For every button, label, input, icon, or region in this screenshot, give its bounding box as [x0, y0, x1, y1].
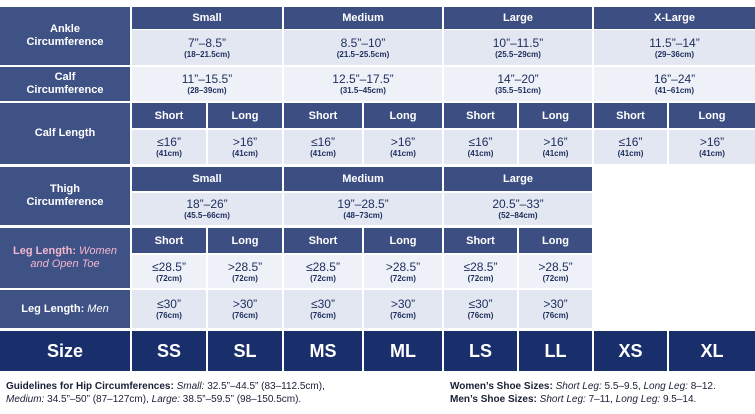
calf-len-value-in: >16” — [699, 135, 725, 149]
long-label: Long — [231, 109, 259, 122]
ankle-xlarge-in: 11.5”–14” — [649, 35, 700, 50]
thigh-header-large — [444, 167, 592, 191]
men-value-in: ≤30” — [157, 297, 181, 311]
row-label-thigh — [0, 167, 130, 225]
leg-small-long-header — [208, 228, 282, 253]
hip-small-label: Small: — [176, 381, 205, 392]
short-label: Short — [466, 234, 495, 247]
calf-large-in: 14”–20” — [497, 72, 539, 86]
long-label: Long — [389, 234, 417, 247]
hip-small-value: 32.5”–44.5” (83–112.5cm), — [207, 381, 325, 392]
women-value-in: ≤28.5” — [306, 259, 340, 274]
calf-xlarge — [594, 67, 755, 101]
thigh-small — [132, 193, 282, 225]
men-large-short — [444, 290, 517, 328]
short-label: Short — [308, 109, 338, 122]
calf-len-value-cm: (41cm) — [617, 149, 644, 158]
women-label: Women — [79, 245, 117, 257]
women-shoe-title: Women’s Shoe Sizes: — [450, 381, 553, 392]
men-large-long — [519, 290, 592, 328]
size-code-xs — [594, 331, 667, 371]
men-shoe-short-label: Short Leg: — [539, 394, 586, 405]
size-bar-divider — [517, 331, 519, 371]
size-bar-label — [0, 331, 130, 371]
men-shoe-sizes — [450, 393, 750, 406]
col-header-large — [444, 7, 592, 29]
row-label-ankle — [0, 7, 130, 65]
women-value-in: ≤28.5” — [152, 259, 186, 274]
calf-len-value-cm: (41cm) — [699, 149, 725, 158]
calf-len-value-cm: (41cm) — [232, 149, 258, 158]
leg-length-men-label: Leg Length: — [21, 302, 85, 315]
shoe-sizes — [450, 380, 750, 406]
leg-length-label: Leg Length: — [13, 245, 76, 257]
women-value-cm: (72cm) — [542, 273, 569, 283]
size-bar-divider — [282, 331, 284, 371]
calf-len-xlarge-long-header — [669, 103, 755, 128]
col-header-small — [132, 7, 282, 29]
women-value-cm: (72cm) — [232, 273, 258, 283]
size-bar-divider — [667, 331, 669, 371]
ankle-large — [444, 30, 592, 65]
ankle-large-in: 10”–11.5” — [492, 35, 544, 50]
size-code-ll — [519, 331, 592, 371]
women-value-in: >28.5” — [385, 259, 421, 274]
women-value-in: >28.5” — [227, 259, 263, 274]
col-header-xlarge-text: X-Large — [654, 12, 695, 24]
men-shoe-long-value: 9.5–14. — [662, 394, 697, 405]
women-small-short — [132, 255, 206, 288]
women-small-long — [208, 255, 282, 288]
thigh-header-medium-text: Medium — [342, 173, 384, 185]
women-shoe-short-value: 5.5–9.5, — [604, 381, 641, 392]
ankle-xlarge-cm: (29–36cm) — [654, 49, 695, 59]
size-bar-divider — [130, 331, 132, 371]
women-large-long — [519, 255, 592, 288]
men-value-cm: (76cm) — [232, 311, 258, 320]
men-small-short — [132, 290, 206, 328]
calf-len-medium-short-header — [284, 103, 362, 128]
women-value-cm: (72cm) — [467, 273, 494, 283]
men-value-in: >30” — [543, 297, 568, 311]
hip-medium-value: 34.5”–50” (87–127cm), — [47, 394, 149, 405]
calf-len-value-cm: (41cm) — [542, 149, 569, 158]
hip-title: Guidelines for Hip Circumferences: — [6, 381, 174, 392]
thigh-large — [444, 193, 592, 225]
row-label-leg-length-women — [0, 228, 130, 288]
size-code-xl — [669, 331, 755, 371]
women-value-cm: (72cm) — [310, 273, 336, 283]
men-value-cm: (76cm) — [156, 311, 182, 320]
calf-len-value-cm: (41cm) — [156, 149, 182, 158]
leg-medium-long-header — [364, 228, 442, 253]
calf-large-cm: (35.5–51cm) — [495, 86, 541, 95]
calf-len-medium-long — [364, 130, 442, 164]
size-code-text: SL — [233, 340, 257, 361]
thigh-header-small-text: Small — [192, 173, 222, 185]
leg-medium-short-header — [284, 228, 362, 253]
women-value-cm: (72cm) — [390, 273, 416, 283]
size-code-text: LS — [468, 340, 492, 361]
long-label: Long — [389, 109, 417, 122]
size-code-sl — [208, 331, 282, 371]
men-medium-long — [364, 290, 442, 328]
size-code-ls — [444, 331, 517, 371]
row-label-ankle-line2: Circumference — [26, 36, 104, 48]
row-label-thigh-line2: Circumference — [26, 196, 104, 208]
long-label: Long — [231, 234, 259, 247]
calf-small-in: 11”–15.5” — [181, 72, 233, 86]
row-label-leg-length-men — [0, 290, 130, 328]
thigh-header-medium — [284, 167, 442, 191]
row-label-leg-length-women-line1 — [13, 245, 117, 258]
size-code-text: MS — [309, 340, 337, 361]
calf-len-value-in: ≤16” — [157, 135, 181, 149]
calf-len-value-in: ≤16” — [311, 135, 335, 149]
calf-len-value-in: >16” — [232, 135, 258, 149]
size-bar-divider — [206, 331, 208, 371]
size-code-ss — [132, 331, 206, 371]
women-medium-short — [284, 255, 362, 288]
calf-medium — [284, 67, 442, 101]
ankle-small — [132, 30, 282, 65]
men-value-in: ≤30” — [468, 297, 493, 311]
calf-len-small-long — [208, 130, 282, 164]
size-code-text: XL — [700, 340, 724, 361]
thigh-header-large-text: Large — [503, 173, 533, 185]
women-shoe-sizes — [450, 380, 750, 393]
ankle-large-cm: (25.5–29cm) — [495, 49, 541, 59]
thigh-small-cm: (45.5–66cm) — [184, 211, 230, 220]
col-header-large-text: Large — [503, 12, 533, 24]
thigh-small-in: 18”–26” — [186, 197, 228, 211]
calf-len-value-cm: (41cm) — [467, 149, 494, 158]
leg-large-long-header — [519, 228, 592, 253]
thigh-medium-in: 19”–28.5” — [337, 197, 389, 211]
ankle-xlarge — [594, 30, 755, 65]
calf-len-medium-long-header — [364, 103, 442, 128]
row-label-thigh-line1: Thigh — [50, 183, 80, 195]
calf-len-value-cm: (41cm) — [310, 149, 336, 158]
calf-xlarge-cm: (41–61cm) — [654, 86, 695, 95]
hip-guidelines-line1 — [6, 380, 406, 393]
calf-len-medium-short — [284, 130, 362, 164]
row-label-calf-length-text: Calf Length — [34, 127, 96, 139]
calf-len-value-in: >16” — [543, 135, 568, 149]
hip-large-value: 38.5”–59.5” (98–150.5cm). — [182, 394, 302, 405]
short-label: Short — [308, 234, 338, 247]
thigh-large-in: 20.5”–33” — [492, 197, 544, 211]
ankle-medium-in: 8.5”–10” — [340, 35, 386, 50]
men-value-in: ≤30” — [311, 297, 335, 311]
calf-len-large-long — [519, 130, 592, 164]
row-label-leg-length-men-line — [21, 303, 108, 316]
size-label: Size — [46, 340, 84, 361]
women-shoe-long-label: Long Leg: — [643, 381, 688, 392]
men-value-in: >30” — [390, 297, 416, 311]
size-code-text: SS — [156, 340, 181, 361]
calf-len-xlarge-short — [594, 130, 667, 164]
calf-len-value-in: ≤16” — [618, 135, 643, 149]
size-code-ml — [364, 331, 442, 371]
hip-medium-label: Medium: — [6, 394, 45, 405]
men-value-cm: (76cm) — [467, 311, 494, 320]
long-label: Long — [542, 234, 569, 247]
size-code-ms — [284, 331, 362, 371]
men-value-in: >30” — [232, 297, 258, 311]
long-label: Long — [698, 109, 726, 122]
thigh-header-small — [132, 167, 282, 191]
row-label-calf-line2: Circumference — [26, 84, 104, 96]
col-header-medium — [284, 7, 442, 29]
calf-len-xlarge-short-header — [594, 103, 667, 128]
leg-small-short-header — [132, 228, 206, 253]
men-shoe-title: Men’s Shoe Sizes: — [450, 394, 537, 405]
short-label: Short — [154, 109, 184, 122]
women-value-in: >28.5” — [538, 259, 573, 274]
short-label: Short — [154, 234, 184, 247]
size-bar-divider — [592, 331, 594, 371]
men-value-cm: (76cm) — [390, 311, 416, 320]
calf-small — [132, 67, 282, 101]
women-medium-long — [364, 255, 442, 288]
calf-len-value-in: >16” — [390, 135, 416, 149]
size-code-text: ML — [390, 340, 416, 361]
calf-len-small-short-header — [132, 103, 206, 128]
calf-large — [444, 67, 592, 101]
calf-len-large-long-header — [519, 103, 592, 128]
calf-medium-in: 12.5”–17.5” — [332, 72, 394, 86]
thigh-medium — [284, 193, 442, 225]
ankle-medium-cm: (21.5–25.5cm) — [336, 49, 390, 59]
men-shoe-short-value: 7–11, — [588, 394, 613, 405]
row-label-ankle-line1: Ankle — [50, 23, 80, 35]
size-bar-divider — [442, 331, 444, 371]
men-small-long — [208, 290, 282, 328]
open-toe-label: and Open Toe — [30, 258, 100, 270]
col-header-xlarge — [594, 7, 755, 29]
ankle-small-cm: (18–21.5cm) — [184, 49, 230, 59]
calf-len-value-in: ≤16” — [468, 135, 493, 149]
leg-large-short-header — [444, 228, 517, 253]
men-value-cm: (76cm) — [542, 311, 569, 320]
row-label-calf-line1: Calf — [54, 71, 76, 83]
men-medium-short — [284, 290, 362, 328]
calf-medium-cm: (31.5–45cm) — [340, 86, 386, 95]
women-shoe-long-value: 8–12. — [690, 381, 716, 392]
row-label-calf — [0, 67, 130, 101]
size-bar-divider — [362, 331, 364, 371]
calf-len-xlarge-long — [669, 130, 755, 164]
col-header-small-text: Small — [192, 12, 222, 24]
hip-large-label: Large: — [151, 394, 181, 405]
calf-xlarge-in: 16”–24” — [653, 72, 696, 86]
size-code-text: XS — [618, 340, 643, 361]
calf-len-large-short — [444, 130, 517, 164]
ankle-small-in: 7”–8.5” — [187, 35, 227, 50]
calf-len-large-short-header — [444, 103, 517, 128]
ankle-medium — [284, 30, 442, 65]
calf-len-small-long-header — [208, 103, 282, 128]
col-header-medium-text: Medium — [342, 12, 384, 24]
thigh-large-cm: (52–84cm) — [498, 211, 538, 220]
men-shoe-long-label: Long Leg: — [615, 394, 661, 405]
long-label: Long — [542, 109, 569, 122]
row-label-calf-length — [0, 103, 130, 164]
women-large-short — [444, 255, 517, 288]
hip-guidelines — [6, 380, 406, 406]
calf-len-small-short — [132, 130, 206, 164]
short-label: Short — [466, 109, 495, 122]
calf-len-value-cm: (41cm) — [390, 149, 416, 158]
short-label: Short — [616, 109, 645, 122]
calf-small-cm: (28–39cm) — [187, 86, 227, 95]
size-code-text: LL — [544, 340, 567, 361]
men-label: Men — [87, 302, 109, 315]
women-value-in: ≤28.5” — [463, 259, 498, 274]
thigh-medium-cm: (48–73cm) — [343, 211, 383, 220]
women-shoe-short-label: Short Leg: — [555, 381, 602, 392]
hip-guidelines-line2 — [6, 393, 406, 406]
women-value-cm: (72cm) — [156, 273, 182, 283]
men-value-cm: (76cm) — [310, 311, 336, 320]
